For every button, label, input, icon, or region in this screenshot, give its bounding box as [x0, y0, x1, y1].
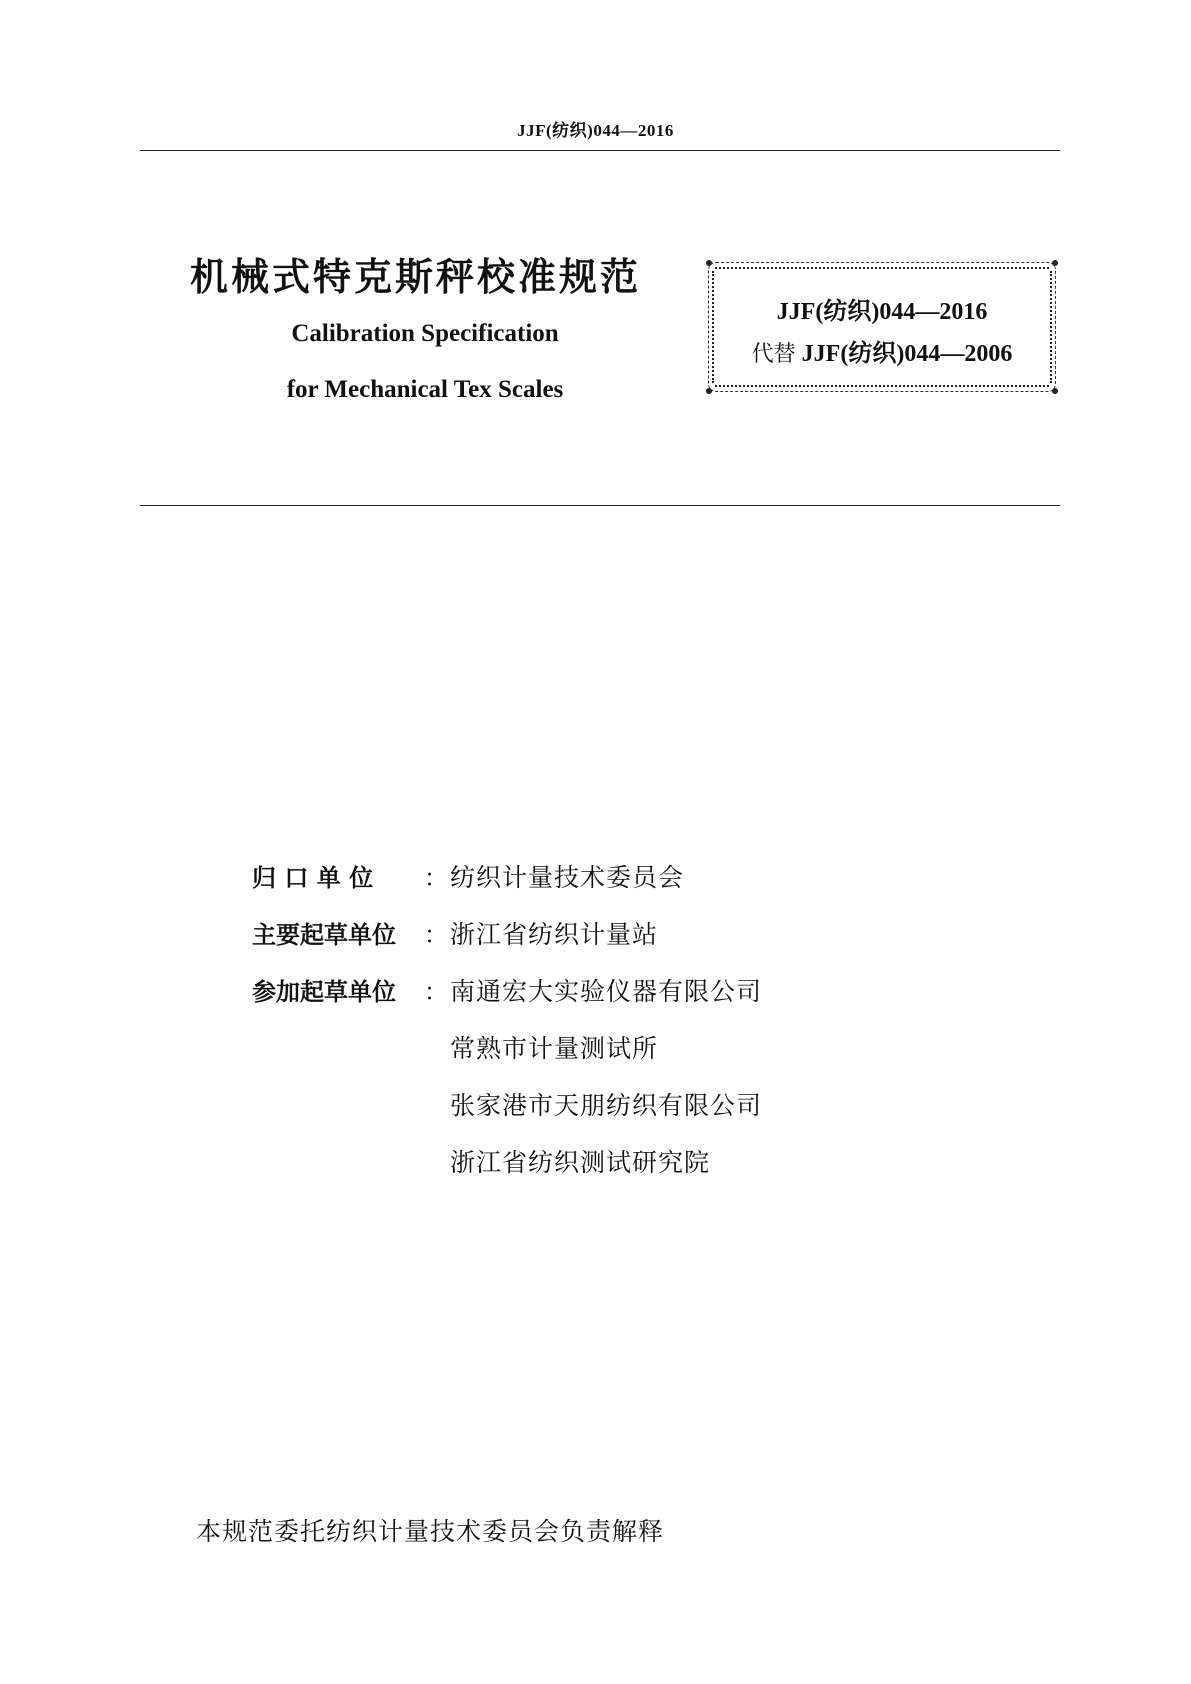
label-colon: ：	[424, 864, 448, 892]
title-english-line-1: Calibration Specification	[291, 320, 559, 347]
participating-unit-label: 参加起草单位	[252, 978, 396, 1006]
participating-unit-value: 张家港市天朋纺织有限公司	[450, 1091, 763, 1120]
replaced-standard-code: JJF(纺织)044—2006	[801, 341, 1013, 367]
participating-unit-value: 浙江省纺织测试研究院	[450, 1148, 711, 1177]
header-standard-code: JJF(纺织)044—2016	[517, 121, 674, 140]
corner-dot-icon	[1052, 260, 1058, 266]
corner-dot-icon	[706, 388, 712, 394]
replaces-prefix: 代替	[751, 342, 796, 367]
participating-unit-value: 南通宏大实验仪器有限公司	[450, 977, 763, 1006]
label-colon: ：	[424, 921, 448, 949]
participating-unit-value: 常熟市计量测试所	[450, 1034, 659, 1063]
replaced-standard-line	[709, 333, 1055, 368]
current-standard-code: JJF(纺织)044—2016	[776, 299, 988, 325]
bottom-divider	[140, 505, 1060, 506]
label-colon: ：	[424, 978, 448, 1006]
responsible-unit-label: 归 口 单 位	[252, 864, 374, 892]
main-drafting-unit-label: 主要起草单位	[252, 921, 396, 949]
title-english-line-2: for Mechanical Tex Scales	[286, 376, 564, 403]
corner-dot-icon	[1052, 388, 1058, 394]
corner-dot-icon	[706, 260, 712, 266]
responsible-unit-value: 纺织计量技术委员会	[450, 863, 685, 892]
top-divider	[140, 150, 1060, 151]
standard-code-box	[708, 262, 1056, 392]
main-drafting-unit-value: 浙江省纺织计量站	[450, 920, 659, 949]
interpretation-note: 本规范委托纺织计量技术委员会负责解释	[196, 1517, 665, 1546]
title-chinese: 机械式特克斯秤校准规范	[190, 255, 642, 299]
